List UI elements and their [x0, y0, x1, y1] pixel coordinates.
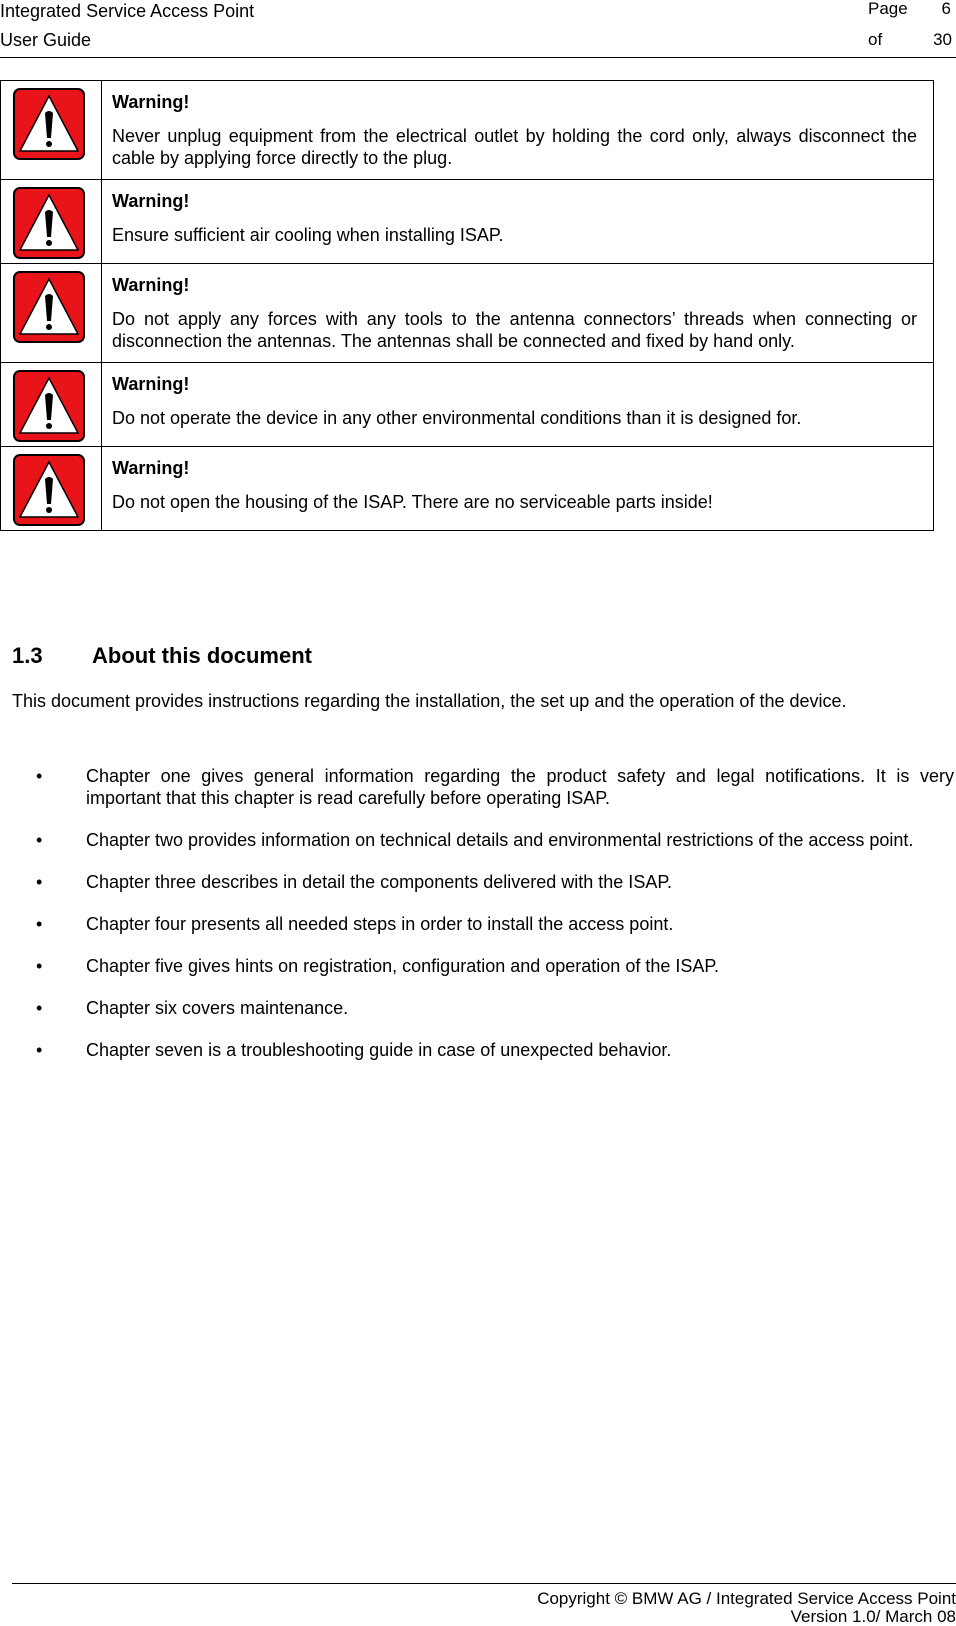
footer-copyright: Copyright © BMW AG / Integrated Service Access Point: [537, 1589, 956, 1608]
warning-text: Do not open the housing of the ISAP. There are no serviceable parts inside!: [112, 492, 713, 512]
page-label: Page: [868, 0, 908, 18]
warning-text: Do not operate the device in any other environmental conditions than it is designed for.: [112, 408, 802, 428]
total-pages: 30: [933, 30, 952, 49]
warning-text-cell: [102, 264, 934, 363]
list-item-text: Chapter five gives hints on registration, configuration and operation of the ISAP.: [86, 956, 720, 976]
warning-triangle-icon: [13, 88, 85, 160]
warning-title: Warning!: [112, 275, 190, 295]
bullet-icon: •: [36, 956, 43, 976]
warning-icon-cell: [1, 264, 102, 363]
bullet-icon: •: [36, 914, 43, 934]
list-item-text: Chapter three describes in detail the components delivered with the ISAP.: [86, 872, 673, 892]
list-item-text: Chapter seven is a troubleshooting guide in case of unexpected behavior.: [86, 1040, 672, 1060]
document-title: Integrated Service Access Point: [0, 1, 255, 21]
list-item-text: Chapter two provides information on technical details and environmental restrictions of the access point.: [86, 830, 914, 850]
warning-row: [1, 81, 934, 180]
warning-text: Do not apply any forces with any tools to the antenna connectors’ threads when connecting or disconnection the antennas. The antennas shall be connected and fixed by hand only.: [112, 309, 917, 351]
warning-triangle-icon: [13, 271, 85, 343]
warning-text-cell: [102, 363, 934, 447]
warning-text-cell: [102, 180, 934, 264]
of-label: of: [868, 30, 883, 49]
footer-divider: [12, 1583, 956, 1584]
warning-title: Warning!: [112, 458, 190, 478]
warnings-table: [0, 80, 934, 531]
warning-title: Warning!: [112, 191, 190, 211]
warning-triangle-icon: [13, 370, 85, 442]
warning-text: Never unplug equipment from the electrical outlet by holding the cord only, always disconnect the cable by applying force directly to the plug.: [112, 126, 917, 168]
bullet-icon: •: [36, 872, 43, 892]
list-item-text: Chapter one gives general information regarding the product safety and legal notifications. It is very important that this chapter is read carefully before operating ISAP.: [86, 766, 954, 808]
warning-icon-cell: [1, 180, 102, 264]
bullet-icon: •: [36, 1040, 43, 1060]
warning-title: Warning!: [112, 374, 190, 394]
warning-row: [1, 180, 934, 264]
footer-version: Version 1.0/ March 08: [790, 1607, 956, 1626]
warning-icon-cell: [1, 447, 102, 531]
bullet-icon: •: [36, 830, 43, 850]
bullet-icon: •: [36, 766, 43, 786]
warning-triangle-icon: [13, 187, 85, 259]
list-item: [12, 765, 954, 809]
page-number: 6: [941, 0, 951, 18]
list-item: [12, 1039, 954, 1061]
warning-text: Ensure sufficient air cooling when installing ISAP.: [112, 225, 504, 245]
warning-row: [1, 264, 934, 363]
header-divider: [0, 57, 956, 58]
chapter-list: [12, 765, 954, 1081]
list-item: [12, 871, 954, 893]
warning-title: Warning!: [112, 92, 190, 112]
warning-icon-cell: [1, 81, 102, 180]
warning-row: [1, 447, 934, 531]
bullet-icon: •: [36, 998, 43, 1018]
list-item: [12, 955, 954, 977]
section-number: 1.3: [12, 643, 43, 668]
list-item: [12, 913, 954, 935]
warning-triangle-icon: [13, 454, 85, 526]
list-item-text: Chapter six covers maintenance.: [86, 998, 349, 1018]
page-header: [0, 0, 956, 58]
section-intro: This document provides instructions regarding the installation, the set up and the operation of the device.: [12, 691, 847, 711]
warning-text-cell: [102, 447, 934, 531]
warning-text-cell: [102, 81, 934, 180]
warning-icon-cell: [1, 363, 102, 447]
section-heading: [12, 643, 312, 669]
list-item: [12, 997, 954, 1019]
warning-row: [1, 363, 934, 447]
document-subtitle: User Guide: [0, 30, 92, 50]
list-item: [12, 829, 954, 851]
list-item-text: Chapter four presents all needed steps in order to install the access point.: [86, 914, 674, 934]
section-title: About this document: [92, 643, 312, 668]
